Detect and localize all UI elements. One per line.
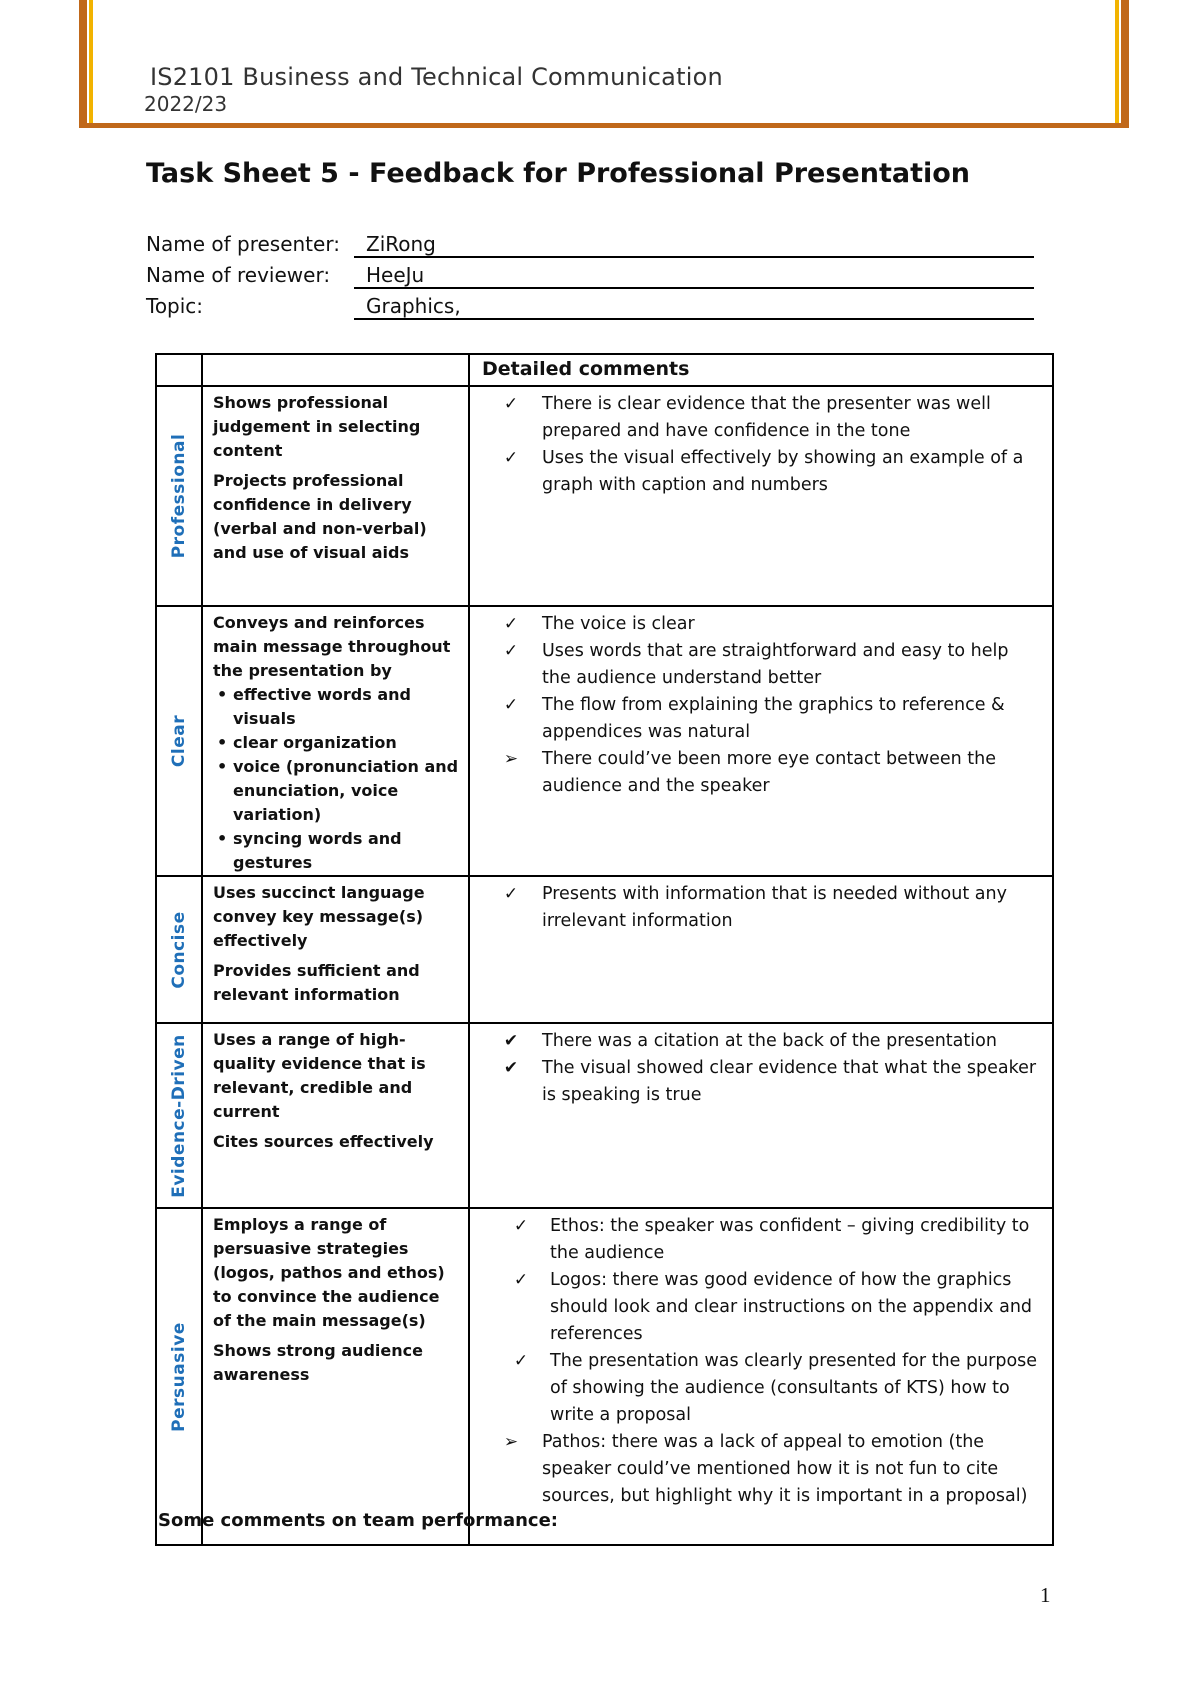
criteria-cell	[202, 1208, 469, 1545]
comment-item: ✓ Uses words that are straightforward and easy to help the audience understand better	[500, 638, 1042, 692]
presenter-row	[146, 230, 1034, 260]
table-header-row	[156, 354, 1053, 386]
comment-item: ✓ The flow from explaining the graphics to reference & appendices was natural	[500, 692, 1042, 746]
comments-cell[interactable]	[469, 606, 1053, 876]
category-label: Professional	[169, 433, 189, 559]
criteria-cell	[202, 386, 469, 606]
reviewer-label: Name of reviewer:	[146, 263, 331, 287]
reviewer-field[interactable]	[354, 261, 1034, 289]
page-number: 1	[1040, 1583, 1051, 1607]
feedback-table	[155, 353, 1054, 1546]
academic-year: 2022/23	[144, 92, 228, 116]
category-cell	[156, 386, 202, 606]
criteria-text: Employs a range of persuasive strategies (logos, pathos and ethos) to convince the audience of the main message(s)	[213, 1215, 445, 1330]
criteria-text: Projects professional confidence in delivery (verbal and non-verbal) and use of visual aids	[213, 471, 427, 562]
category-label: Concise	[169, 910, 189, 989]
comment-item: ✓ Ethos: the speaker was confident – giving credibility to the audience	[500, 1213, 1042, 1267]
comments-cell[interactable]	[469, 876, 1053, 1023]
criteria-bullet: • syncing words and gestures	[217, 827, 462, 875]
criteria-bullet: • voice (pronunciation and enunciation, voice variation)	[217, 755, 462, 827]
table-row	[156, 606, 1053, 876]
comment-item: ✔ The visual showed clear evidence that what the speaker is speaking is true	[500, 1055, 1042, 1109]
category-cell	[156, 606, 202, 876]
comment-item: ➢ Pathos: there was a lack of appeal to emotion (the speaker could’ve mentioned how it is not fun to cite sources, but highlight why it is important in a proposal)	[500, 1429, 1042, 1510]
category-label: Evidence-Driven	[169, 1033, 189, 1198]
criteria-cell	[202, 876, 469, 1023]
criteria-text: Conveys and reinforces main message throughout the presentation by	[213, 613, 451, 680]
topic-row	[146, 292, 1034, 322]
comment-item: ✓ There is clear evidence that the presenter was well prepared and have confidence in the tone	[500, 391, 1042, 445]
comment-item: ✓ The voice is clear	[500, 611, 1042, 638]
topic-field[interactable]	[354, 292, 1034, 320]
category-cell	[156, 876, 202, 1023]
comment-item: ✓ Logos: there was good evidence of how the graphics should look and clear instructions on the appendix and references	[500, 1267, 1042, 1348]
heavy-check-icon: ✔	[503, 1058, 519, 1078]
criteria-bullet: • effective words and visuals	[217, 683, 462, 731]
check-icon: ✓	[513, 1270, 529, 1290]
check-icon: ✓	[513, 1351, 529, 1371]
topic-value: Graphics,	[366, 294, 461, 318]
presenter-label: Name of presenter:	[146, 232, 340, 256]
check-icon: ✓	[503, 695, 519, 715]
arrow-bullet-icon: ➢	[503, 749, 519, 769]
comments-cell[interactable]	[469, 386, 1053, 606]
table-row	[156, 1208, 1053, 1545]
header-detailed-comments: Detailed comments	[469, 354, 1053, 386]
category-label: Clear	[169, 714, 189, 768]
table-row	[156, 876, 1053, 1023]
check-icon: ✓	[503, 448, 519, 468]
check-icon: ✓	[503, 614, 519, 634]
criteria-text: Shows strong audience awareness	[213, 1341, 423, 1384]
check-icon: ✓	[503, 884, 519, 904]
reviewer-value: HeeJu	[366, 263, 425, 287]
criteria-bullet: • clear organization	[217, 731, 462, 755]
team-comments-label: Some comments on team performance:	[158, 1510, 558, 1531]
check-icon: ✓	[503, 394, 519, 414]
header-empty-2	[202, 354, 469, 386]
criteria-text: Cites sources effectively	[213, 1132, 434, 1151]
criteria-bullets	[213, 683, 462, 875]
comments-cell[interactable]	[469, 1208, 1053, 1545]
course-title: IS2101 Business and Technical Communication	[150, 63, 723, 91]
comments-cell[interactable]	[469, 1023, 1053, 1208]
comment-item: ✓ Uses the visual effectively by showing an example of a graph with caption and numbers	[500, 445, 1042, 499]
presenter-field[interactable]	[354, 230, 1034, 258]
check-icon: ✓	[513, 1216, 529, 1236]
comment-item: ✔ There was a citation at the back of the presentation	[500, 1028, 1042, 1055]
criteria-text: Uses a range of high-quality evidence that is relevant, credible and current	[213, 1030, 426, 1121]
arrow-bullet-icon: ➢	[503, 1432, 519, 1452]
comment-item: ➢ There could’ve been more eye contact between the audience and the speaker	[500, 746, 1042, 800]
criteria-text: Uses succinct language convey key message(s) effectively	[213, 883, 425, 950]
criteria-text: Provides sufficient and relevant information	[213, 961, 420, 1004]
criteria-text: Shows professional judgement in selecting content	[213, 393, 421, 460]
heavy-check-icon: ✔	[503, 1031, 519, 1051]
topic-label: Topic:	[146, 294, 204, 318]
table-row	[156, 386, 1053, 606]
criteria-cell	[202, 1023, 469, 1208]
category-cell	[156, 1208, 202, 1545]
header-empty-1	[156, 354, 202, 386]
table-row	[156, 1023, 1053, 1208]
comment-item: ✓ Presents with information that is needed without any irrelevant information	[500, 881, 1042, 935]
criteria-cell	[202, 606, 469, 876]
comment-item: ✓ The presentation was clearly presented for the purpose of showing the audience (consultants of KTS) how to write a proposal	[500, 1348, 1042, 1429]
category-label: Persuasive	[169, 1321, 189, 1432]
page-title: Task Sheet 5 - Feedback for Professional Presentation	[146, 158, 971, 189]
category-cell	[156, 1023, 202, 1208]
presenter-value: ZiRong	[366, 232, 436, 256]
reviewer-row	[146, 261, 1034, 291]
check-icon: ✓	[503, 641, 519, 661]
